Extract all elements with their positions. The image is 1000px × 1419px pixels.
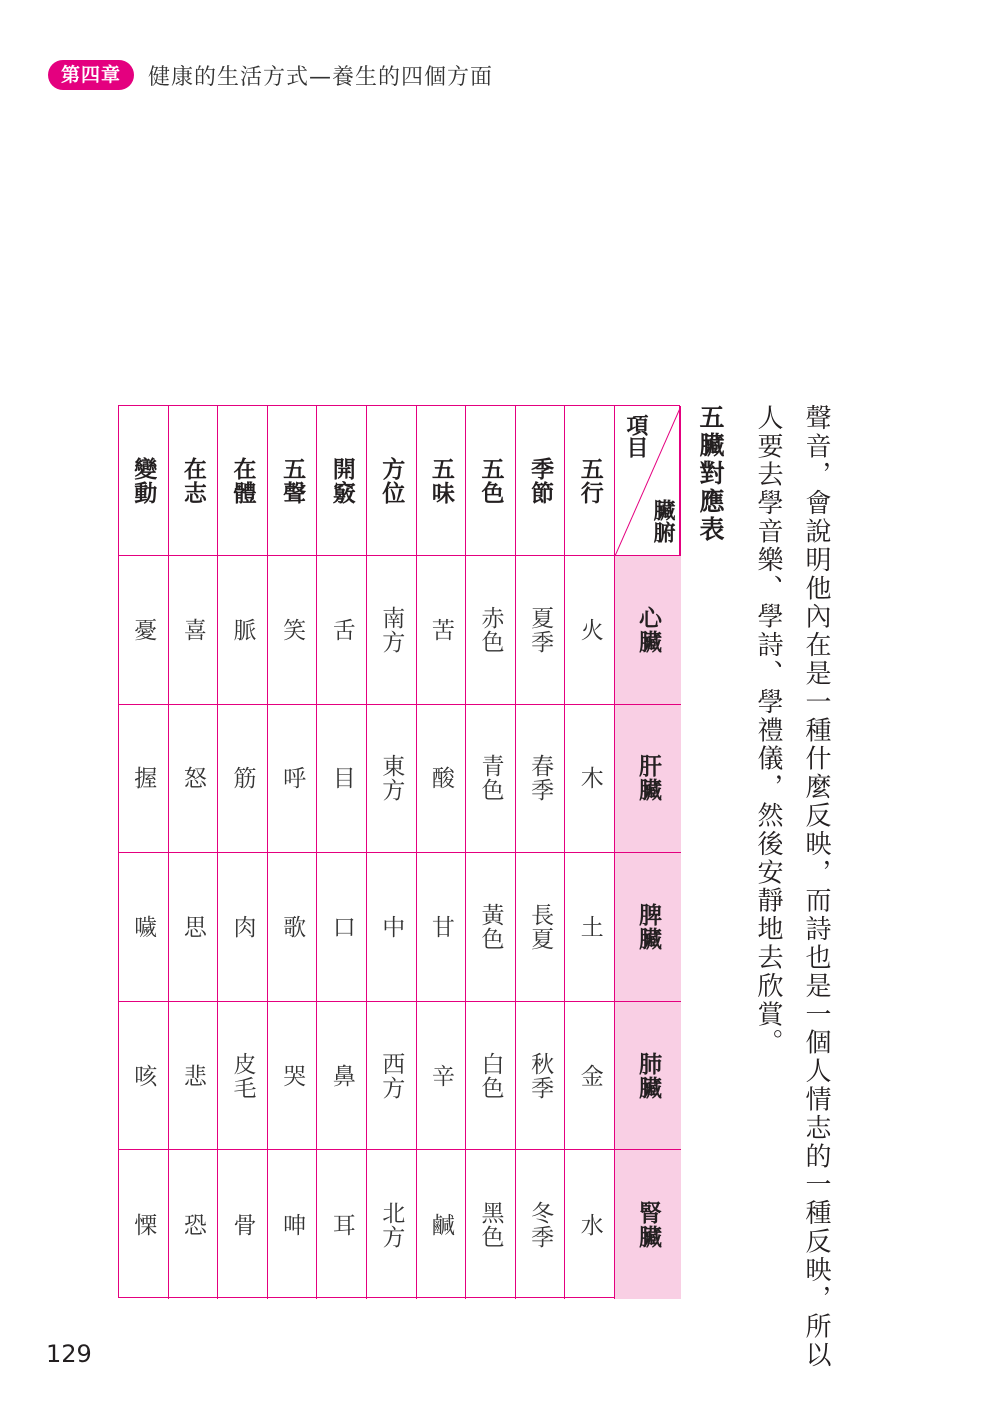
table-cell-value: 鹹 <box>427 1212 454 1237</box>
table-cell <box>516 1002 566 1151</box>
table-cell <box>169 1002 219 1151</box>
table-cell <box>218 705 268 854</box>
row-label-cell <box>466 406 516 556</box>
row-label-cell <box>367 406 417 556</box>
table-cell-value: 春季 <box>527 754 554 803</box>
table-cell-value: 青色 <box>477 754 504 803</box>
row-label-cell <box>119 406 169 556</box>
table-cell <box>565 853 615 1002</box>
table-cell <box>417 556 467 705</box>
table-cell-value: 酸 <box>427 766 454 791</box>
row-label-cell <box>268 406 318 556</box>
table-cell-value: 笑 <box>279 617 306 642</box>
table-cell-value: 骨 <box>229 1212 256 1237</box>
row-label-cell <box>218 406 268 556</box>
row-label: 五聲 <box>279 456 306 505</box>
table-cell <box>317 1002 367 1151</box>
table-cell-value: 握 <box>130 766 157 791</box>
table-cell-value: 咳 <box>130 1063 157 1088</box>
table-cell <box>218 1150 268 1299</box>
table-cell <box>516 1150 566 1299</box>
table-cell-value: 歌 <box>279 914 306 939</box>
table-cell-value: 秋季 <box>527 1051 554 1100</box>
table-cell <box>417 1002 467 1151</box>
row-label-cell <box>516 406 566 556</box>
organ-header-label: 肺臟 <box>635 1051 661 1100</box>
row-label: 五色 <box>477 456 504 505</box>
table-cell <box>119 1150 169 1299</box>
row-label-cell <box>565 406 615 556</box>
table-cell <box>169 1150 219 1299</box>
table-cell-value: 白色 <box>477 1051 504 1100</box>
row-label-cell <box>169 406 219 556</box>
table-cell-value: 慄 <box>130 1212 157 1237</box>
organ-header-label: 脾臟 <box>635 902 661 951</box>
table-cell-value: 冬季 <box>527 1200 554 1249</box>
organ-header-cell <box>615 705 681 854</box>
table-cell-value: 耳 <box>328 1212 355 1237</box>
organ-header-cell <box>615 556 681 705</box>
table-cell-value: 甘 <box>427 914 454 939</box>
table-cell <box>417 853 467 1002</box>
table-cell <box>367 853 417 1002</box>
table-cell <box>466 556 516 705</box>
organ-header-label: 心臟 <box>635 605 661 654</box>
table-cell-value: 喜 <box>179 617 206 642</box>
table-cell <box>516 853 566 1002</box>
table-cell <box>268 853 318 1002</box>
table-cell-value: 皮毛 <box>229 1051 256 1100</box>
row-label: 開竅 <box>328 456 355 505</box>
row-label: 方位 <box>378 456 405 505</box>
five-organs-table <box>118 405 680 1298</box>
table-cell <box>268 1150 318 1299</box>
table-cell <box>218 556 268 705</box>
row-label: 五行 <box>576 456 603 505</box>
row-label: 在體 <box>229 456 256 505</box>
table-cell <box>268 1002 318 1151</box>
table-cell-value: 南方 <box>378 605 405 654</box>
row-label-cell <box>417 406 467 556</box>
table-cell-value: 口 <box>328 914 355 939</box>
table-cell-value: 赤色 <box>477 605 504 654</box>
table-cell-value: 肉 <box>229 914 256 939</box>
organ-header-cell <box>615 853 681 1002</box>
page-number: 129 <box>46 1340 92 1368</box>
body-text-line-1: 聲音，會說明他內在是一種什麼反映，而詩也是一個人情志的一種反映，所以 <box>801 404 831 1370</box>
table-cell-value: 苦 <box>427 617 454 642</box>
table-cell <box>565 1002 615 1151</box>
table-cell-value: 脈 <box>229 617 256 642</box>
row-label: 季節 <box>527 456 554 505</box>
table-cell <box>516 705 566 854</box>
table-cell <box>268 705 318 854</box>
table-cell-value: 北方 <box>378 1200 405 1249</box>
table-cell-value: 舌 <box>328 617 355 642</box>
table-cell <box>218 853 268 1002</box>
table-cell <box>516 556 566 705</box>
table-cell <box>565 1150 615 1299</box>
table-cell <box>119 1002 169 1151</box>
table-cell <box>367 1002 417 1151</box>
table-cell-value: 目 <box>328 766 355 791</box>
table-cell <box>119 556 169 705</box>
table-cell-value: 中 <box>378 914 405 939</box>
table-corner-cell <box>615 406 681 556</box>
table-cell <box>169 556 219 705</box>
table-cell-value: 夏季 <box>527 605 554 654</box>
chapter-header <box>48 58 493 92</box>
table-cell <box>169 853 219 1002</box>
table-cell <box>317 853 367 1002</box>
table-cell-value: 辛 <box>427 1063 454 1088</box>
corner-label-organs: 臟腑 <box>650 499 675 543</box>
table-cell <box>565 556 615 705</box>
table-cell <box>417 705 467 854</box>
table-cell <box>367 1150 417 1299</box>
table-cell <box>119 705 169 854</box>
table-cell-value: 水 <box>576 1212 603 1237</box>
body-text-line-2: 人要去學音樂、學詩、學禮儀，然後安靜地去欣賞。 <box>753 404 783 1058</box>
table-cell-value: 筋 <box>229 766 256 791</box>
organ-header-cell <box>615 1002 681 1151</box>
organ-header-label: 腎臟 <box>635 1200 661 1249</box>
table-cell-value: 東方 <box>378 754 405 803</box>
table-cell-value: 金 <box>576 1063 603 1088</box>
table-cell <box>466 705 516 854</box>
table-cell-value: 火 <box>576 617 603 642</box>
table-cell <box>268 556 318 705</box>
row-label: 變動 <box>130 456 157 505</box>
table-cell-value: 呻 <box>279 1212 306 1237</box>
row-label: 在志 <box>179 456 206 505</box>
table-cell-value: 悲 <box>179 1063 206 1088</box>
table-cell-value: 恐 <box>179 1212 206 1237</box>
table-cell <box>565 705 615 854</box>
row-label: 五味 <box>427 456 454 505</box>
table-cell-value: 長夏 <box>527 902 554 951</box>
table-cell-value: 黑色 <box>477 1200 504 1249</box>
table-cell <box>466 853 516 1002</box>
row-label-cell <box>317 406 367 556</box>
chapter-title: 健康的生活方式—養生的四個方面 <box>148 64 494 90</box>
table-cell <box>317 556 367 705</box>
table-cell <box>466 1150 516 1299</box>
chapter-badge: 第四章 <box>48 60 134 90</box>
table-cell <box>367 556 417 705</box>
table-cell <box>218 1002 268 1151</box>
table-cell-value: 西方 <box>378 1051 405 1100</box>
table-cell-value: 思 <box>179 914 206 939</box>
table-cell <box>367 705 417 854</box>
table-cell <box>466 1002 516 1151</box>
table-cell-value: 哭 <box>279 1063 306 1088</box>
table-cell-value: 呼 <box>279 766 306 791</box>
table-cell-value: 土 <box>576 914 603 939</box>
organ-header-cell <box>615 1150 681 1299</box>
table-cell <box>317 705 367 854</box>
table-cell-value: 憂 <box>130 617 157 642</box>
table-cell-value: 木 <box>576 766 603 791</box>
table-cell <box>417 1150 467 1299</box>
table-cell <box>169 705 219 854</box>
table-cell-value: 怒 <box>179 766 206 791</box>
table-cell <box>317 1150 367 1299</box>
table-cell-value: 噦 <box>130 914 157 939</box>
table-title: 五臟對應表 <box>696 404 725 544</box>
table-cell-value: 鼻 <box>328 1063 355 1088</box>
table-cell <box>119 853 169 1002</box>
corner-label-items: 項目 <box>623 414 648 458</box>
table-cell-value: 黃色 <box>477 902 504 951</box>
organ-header-label: 肝臟 <box>635 754 661 803</box>
